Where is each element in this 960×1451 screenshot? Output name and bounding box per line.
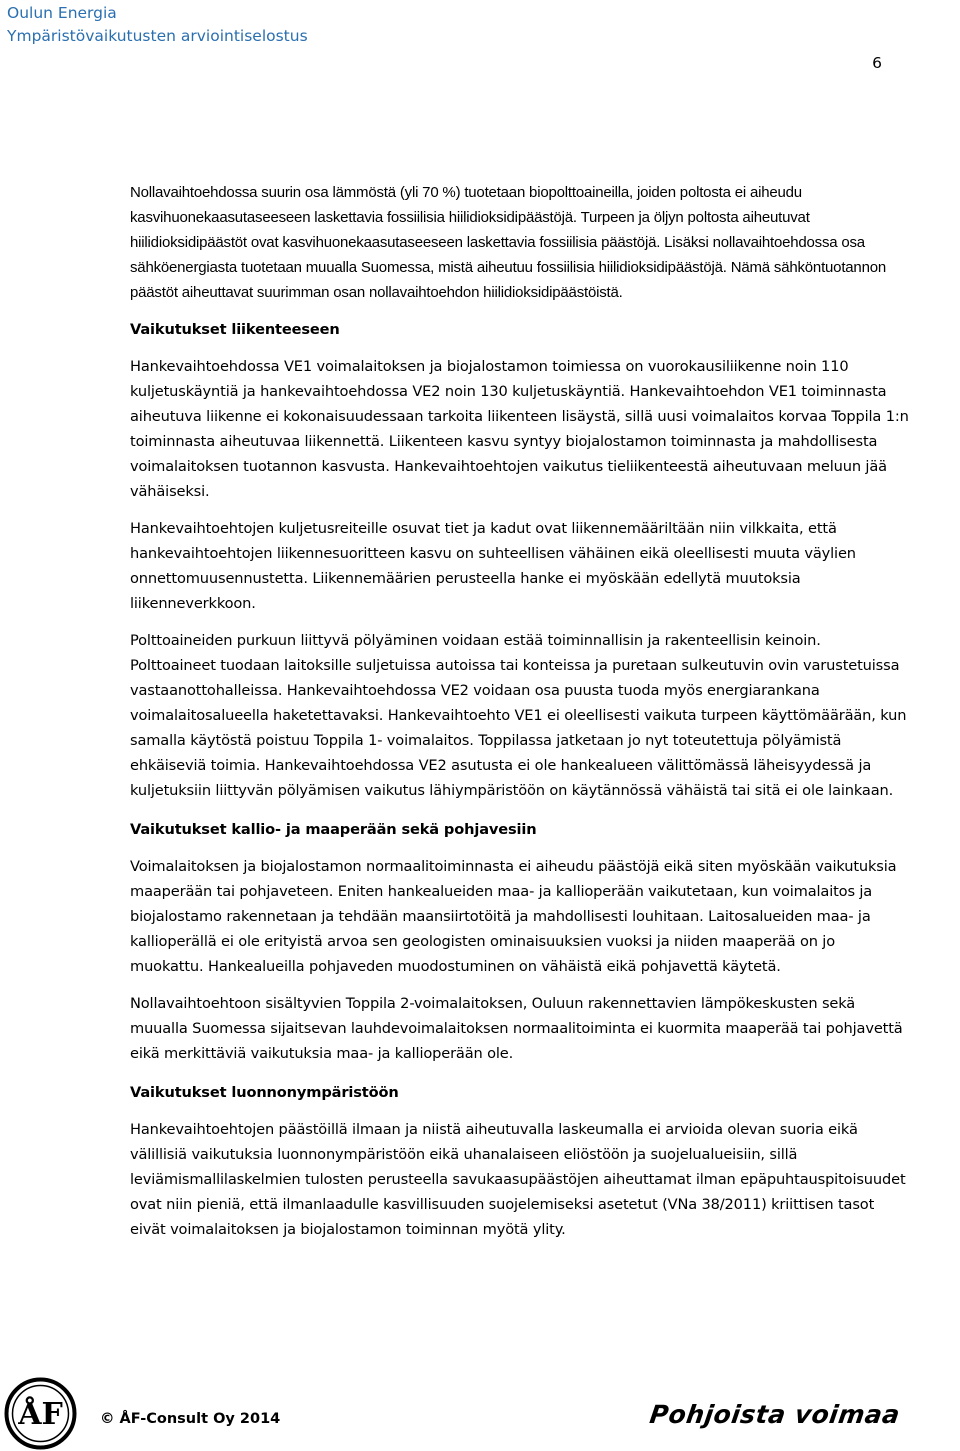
page-body (130, 180, 910, 1242)
paragraph-soil-2: Nollavaihtoehtoon sisältyvien Toppila 2-voimalaitoksen, Ouluun rakennettavien lämpökeskusten sekä muualla Suomessa sijaitsevan lauhdevoimalaitoksen normaalitoiminta ei kuormita maaperää tai pohjavettä eikä merkittäviä vaikutuksia maa- ja kallioperään ole. (130, 995, 903, 1062)
heading-traffic: Vaikutukset liikenteeseen (130, 321, 340, 338)
page-number: 6 (872, 54, 882, 72)
page-header (7, 2, 308, 48)
paragraph-traffic-1: Hankevaihtoehdossa VE1 voimalaitoksen ja biojalostamon toimiessa on vuorokausiliikenne noin 110 kuljetuskäyntiä ja hankevaihtoehdossa VE2 noin 130 kuljetuskäyntiä. Hankevaihtoehdon VE1 toiminnasta aiheutuva liikenne ei kokonaisuudessaan tarkoita liikenteen lisäystä, sillä uusi voimalaitos korvaa Toppila 1:n toiminnasta aiheutuvaa liikennettä. Liikenteen kasvu syntyy biojalostamon toiminnasta ja mahdollisesta voimalaitoksen tuotannon kasvusta. Hankevaihtoehtojen vaikutus tieliikenteestä aiheutuvaan meluun jää vähäiseksi. (130, 358, 909, 500)
company-name: Oulun Energia (7, 4, 117, 22)
paragraph-intro: Nollavaihtoehdossa suurin osa lämmöstä (yli 70 %) tuotetaan biopolttoaineilla, joiden poltosta ei aiheudu kasvihuonekaasutaseeseen laskettavia fossiilisia hiilidioksidipäästöjä. Turpeen ja öljyn poltosta aiheutuvat hiilidioksidipäästöt ovat kasvihuonekaasutaseeseen laskettavia fossiilisia päästöjä. Lisäksi nollavaihtoehdossa osa sähköenergiasta tuotetaan muualla Suomessa, mistä aiheutuu fossiilisia hiilidioksidipäästöjä. Nämä sähköntuotannon päästöt aiheuttavat suurimman osan nollavaihtoehdon hiilidioksidipäästöistä. (130, 184, 886, 301)
paragraph-traffic-2: Hankevaihtoehtojen kuljetusreiteille osuvat tiet ja kadut ovat liikennemääriltään niin vilkkaita, että hankevaihtoehtojen liikennesuoritteen kasvu on suhteellisen vähäinen eikä oleellisesti muuta väylien onnettomuusennustetta. Liikennemäärien perusteella hanke ei myöskään edellytä muutoksia liikenneverkkoon. (130, 520, 856, 612)
copyright-text: © ÅF-Consult Oy 2014 (100, 1411, 281, 1427)
brand-slogan: Pohjoista voimaa (647, 1400, 902, 1429)
page-footer (0, 1370, 960, 1450)
svg-text:ÅF: ÅF (18, 1397, 63, 1432)
heading-soil: Vaikutukset kallio- ja maaperään sekä pohjavesiin (130, 821, 537, 838)
paragraph-nature-1: Hankevaihtoehtojen päästöillä ilmaan ja niistä aiheutuvalla laskeumalla ei arvioida olevan suoria eikä välillisiä vaikutuksia luonnonympäristöön eikä uhanalaiseen eliöstöön ja suojelualueisiin, sillä leviämismallilaskelmien tulosten perusteella savukaasupäästöjen aiheuttamat ilman epäpuhtauspitoisuudet ovat niin pieniä, että ilmanlaadulle kasvillisuuden suojelemiseksi asetetut (VNa 38/2011) kriittisen tasot eivät voimalaitoksen ja biojalostamon toiminnan myötä ylity. (130, 1121, 906, 1238)
document-title: Ympäristövaikutusten arviointiselostus (7, 27, 308, 45)
paragraph-soil-1: Voimalaitoksen ja biojalostamon normaalitoiminnasta ei aiheudu päästöjä eikä siten myöskään vaikutuksia maaperään tai pohjaveteen. Eniten hankealueiden maa- ja kallioperään vaikutetaan, kun voimalaitos ja biojalostamo rakennetaan ja tehdään maansiirtotöitä ja mahdollisesti louhitaan. Laitosalueiden maa- ja kallioperällä ei ole erityistä arvoa sen geologisten ominaisuuksien vuoksi ja niiden maaperää on jo muokattu. Hankealueilla pohjaveden muodostuminen on vähäistä eikä pohjavettä käytetä. (130, 858, 897, 975)
af-logo-icon (3, 1376, 78, 1451)
paragraph-traffic-3: Polttoaineiden purkuun liittyvä pölyäminen voidaan estää toiminnallisin ja rakenteellisin keinoin. Polttoaineet tuodaan laitoksille suljetuissa autoissa tai konteissa ja puretaan sulkeutuvin ovin varustetuissa vastaanottohalleissa. Hankevaihtoehdossa VE2 voidaan osa puusta tuoda myös energiarankana voimalaitosalueella haketettavaksi. Hankevaihtoehto VE1 ei oleellisesti vaikuta turpeen käyttömäärään, kun samalla käytöstä poistuu Toppila 1- voimalaitos. Toppilassa jatketaan jo nyt toteutettuja pölyämistä ehkäiseviä toimia. Hankevaihtoehdossa VE2 asutusta ei ole hankealueen välittömässä läheisyydessä ja kuljetuksiin liittyvän pölyämisen vaikutus lähiympäristöön on käytännössä vähäistä tai sitä ei ole lainkaan. (130, 632, 907, 799)
heading-nature: Vaikutukset luonnonympäristöön (130, 1084, 399, 1101)
